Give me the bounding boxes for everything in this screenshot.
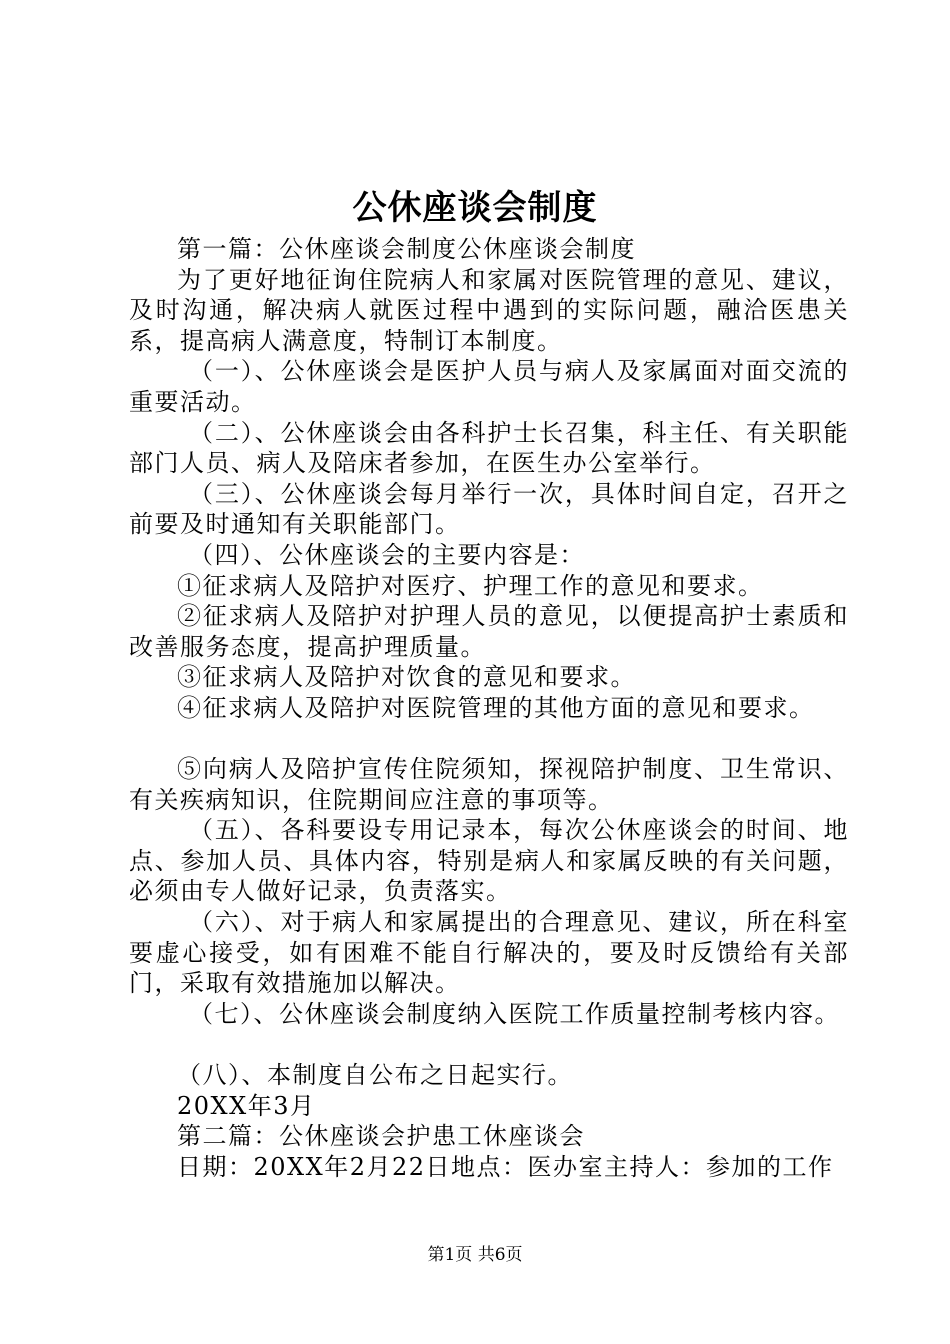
paragraph-item-1: （一）、公休座谈会是医护人员与病人及家属面对面交流的重要活动。 xyxy=(129,357,849,416)
paragraph-subitem-4: ④征求病人及陪护对医院管理的其他方面的意见和要求。 xyxy=(177,693,815,722)
paragraph-spacer xyxy=(129,1029,849,1060)
document-body xyxy=(129,234,849,1182)
document-title: 公休座谈会制度 xyxy=(352,188,598,228)
paragraph-part-two-heading: 第二篇：公休座谈会护患工休座谈会 xyxy=(177,1122,585,1151)
paragraph-item-4: （四）、公休座谈会的主要内容是： xyxy=(189,540,585,569)
paragraph-date: 20XX年3月 xyxy=(177,1091,316,1120)
paragraph-item-7: （七）、公休座谈会制度纳入医院工作质量控制考核内容。 xyxy=(189,999,840,1028)
page-number-footer: 第1页 共6页 xyxy=(427,1245,523,1265)
paragraph-part-one-heading: 第一篇：公休座谈会制度公休座谈会制度 xyxy=(177,235,636,263)
paragraph-subitem-3: ③征求病人及陪护对饮食的意见和要求。 xyxy=(177,663,636,692)
paragraph-subitem-5: ⑤向病人及陪护宣传住院须知，探视陪护制度、卫生常识、有关疾病知识，住院期间应注意的事项等。 xyxy=(129,755,849,814)
paragraph-subitem-2: ②征求病人及陪护对护理人员的意见，以便提高护士素质和改善服务态度，提高护理质量。 xyxy=(129,602,849,661)
paragraph-intro: 为了更好地征询住院病人和家属对医院管理的意见、建议，及时沟通，解决病人就医过程中遇到的实际问题，融洽医患关系，提高病人满意度，特制订本制度。 xyxy=(129,265,849,355)
paragraph-spacer xyxy=(129,724,849,755)
paragraph-item-8: （八）、本制度自公布之日起实行。 xyxy=(177,1061,573,1090)
paragraph-item-6: （六）、对于病人和家属提出的合理意见、建议，所在科室要虚心接受，如有困难不能自行解决的，要及时反馈给有关部门，采取有效措施加以解决。 xyxy=(129,908,849,998)
paragraph-subitem-1: ①征求病人及陪护对医疗、护理工作的意见和要求。 xyxy=(177,571,764,600)
paragraph-item-5: （五）、各科要设专用记录本，每次公休座谈会的时间、地点、参加人员、具体内容，特别是病人和家属反映的有关问题，必须由专人做好记录，负责落实。 xyxy=(129,816,849,906)
paragraph-meeting-info: 日期：20XX年2月22日地点：医办室主持人：参加的工作 xyxy=(177,1152,834,1181)
paragraph-item-2: （二）、公休座谈会由各科护士长召集，科主任、有关职能部门人员、病人及陪床者参加，在医生办公室举行。 xyxy=(129,418,849,478)
paragraph-item-3: （三）、公休座谈会每月举行一次，具体时间自定，召开之前要及时通知有关职能部门。 xyxy=(129,479,849,539)
